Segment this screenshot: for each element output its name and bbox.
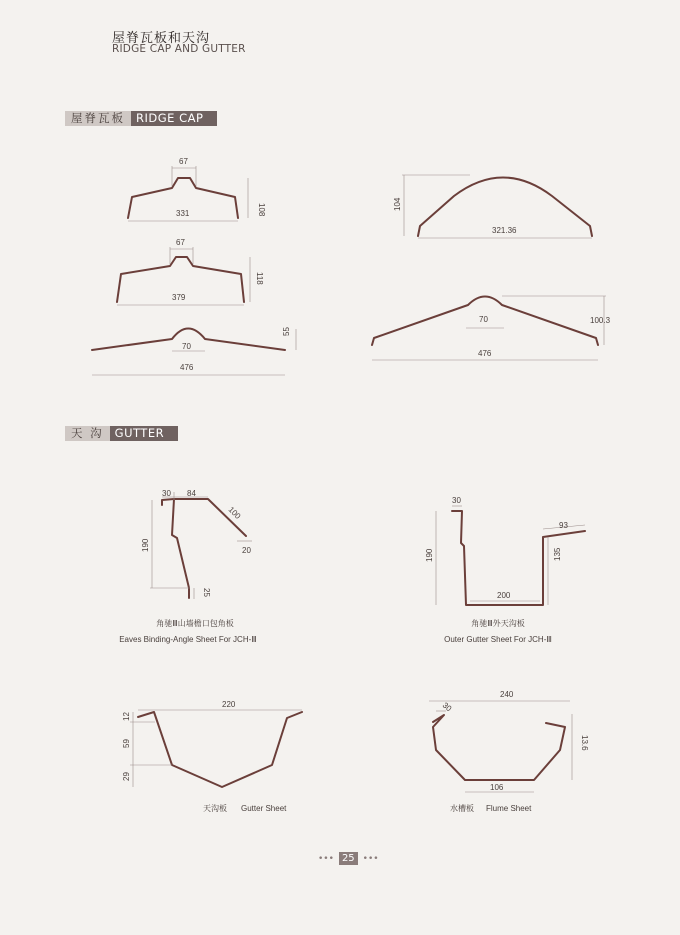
- outer-dim-30: 30: [452, 496, 461, 505]
- eaves-caption-cn: 角驰Ⅲ山墙檐口包角板: [156, 619, 234, 628]
- page-title-cn: 屋脊瓦板和天沟: [112, 31, 211, 46]
- flume-caption-cn: 水槽板: [450, 804, 474, 813]
- outer-caption-cn: 角驰Ⅲ外天沟板: [471, 619, 525, 628]
- ridge-cap-5-dim-arc: 70: [479, 315, 488, 324]
- eaves-dim-84: 84: [187, 489, 196, 498]
- flume-dim-106: 106: [490, 783, 504, 792]
- eaves-dim-20: 20: [242, 546, 251, 555]
- footer-dots-left: •••: [318, 853, 334, 864]
- ridge-cap-5-dim-height: 100.3: [590, 316, 611, 325]
- eaves-binding-angle-drawing: [141, 489, 252, 599]
- page-footer: [318, 852, 379, 865]
- ridge-cap-4: [393, 175, 592, 238]
- flume-dim-13-6: 13.6: [580, 735, 589, 751]
- eaves-dim-190: 190: [141, 538, 150, 552]
- ridge-cap-4-dim-height: 104: [393, 197, 402, 211]
- outer-gutter-drawing: [425, 496, 585, 605]
- gutter-sheet-caption-en: Gutter Sheet: [241, 804, 287, 813]
- ridge-cap-3-dim-width: 476: [180, 363, 194, 372]
- ridge-cap-1-dim-top: 67: [179, 157, 188, 166]
- ridge-cap-4-dim-width: 321.36: [492, 226, 517, 235]
- gutter-dim-12: 12: [122, 712, 131, 721]
- page-number: 25: [339, 852, 358, 865]
- ridge-cap-1: [128, 157, 266, 221]
- footer-dots-right: •••: [362, 853, 379, 864]
- eaves-dim-100: 100: [226, 505, 243, 521]
- gutter-dim-220: 220: [222, 700, 236, 709]
- ridge-cap-2-dim-height: 118: [255, 272, 264, 285]
- gutter-dim-29: 29: [122, 772, 131, 781]
- ridge-cap-1-dim-height: 108: [257, 203, 266, 217]
- ridge-cap-3-dim-height: 55: [282, 327, 291, 336]
- section-label-en: RIDGE CAP: [131, 111, 217, 126]
- outer-dim-190: 190: [425, 548, 434, 562]
- outer-dim-135: 135: [553, 547, 562, 561]
- ridge-cap-2-dim-top: 67: [176, 238, 185, 247]
- outer-dim-200: 200: [497, 591, 511, 600]
- eaves-dim-30: 30: [162, 489, 171, 498]
- ridge-cap-3-dim-arc: 70: [182, 342, 191, 351]
- eaves-dim-25: 25: [202, 588, 211, 597]
- flume-sheet-drawing: [429, 690, 589, 792]
- ridge-cap-1-dim-width: 331: [176, 209, 190, 218]
- eaves-caption-en: Eaves Binding-Angle Sheet For JCH-Ⅲ: [119, 635, 257, 644]
- ridge-cap-2: [117, 238, 264, 305]
- ridge-cap-5-dim-width: 476: [478, 349, 492, 358]
- gutter-sheet-drawing: [122, 700, 302, 787]
- gutter-sheet-caption-cn: 天沟板: [203, 804, 227, 813]
- gutter-dim-59: 59: [122, 739, 131, 748]
- ridge-cap-5: [372, 296, 611, 360]
- section-label-en: GUTTER: [110, 426, 178, 441]
- flume-dim-240: 240: [500, 690, 514, 699]
- ridge-cap-3: [92, 327, 296, 375]
- flume-dim-30: 30: [440, 700, 454, 714]
- section-label-cn: 屋脊瓦板: [65, 111, 131, 126]
- flume-caption-en: Flume Sheet: [486, 804, 532, 813]
- outer-caption-en: Outer Gutter Sheet For JCH-Ⅲ: [444, 635, 552, 644]
- page-title-en: RIDGE CAP AND GUTTER: [112, 43, 246, 55]
- section-label-cn: 天 沟: [65, 426, 110, 441]
- ridge-cap-2-dim-width: 379: [172, 293, 186, 302]
- outer-dim-93: 93: [559, 521, 568, 530]
